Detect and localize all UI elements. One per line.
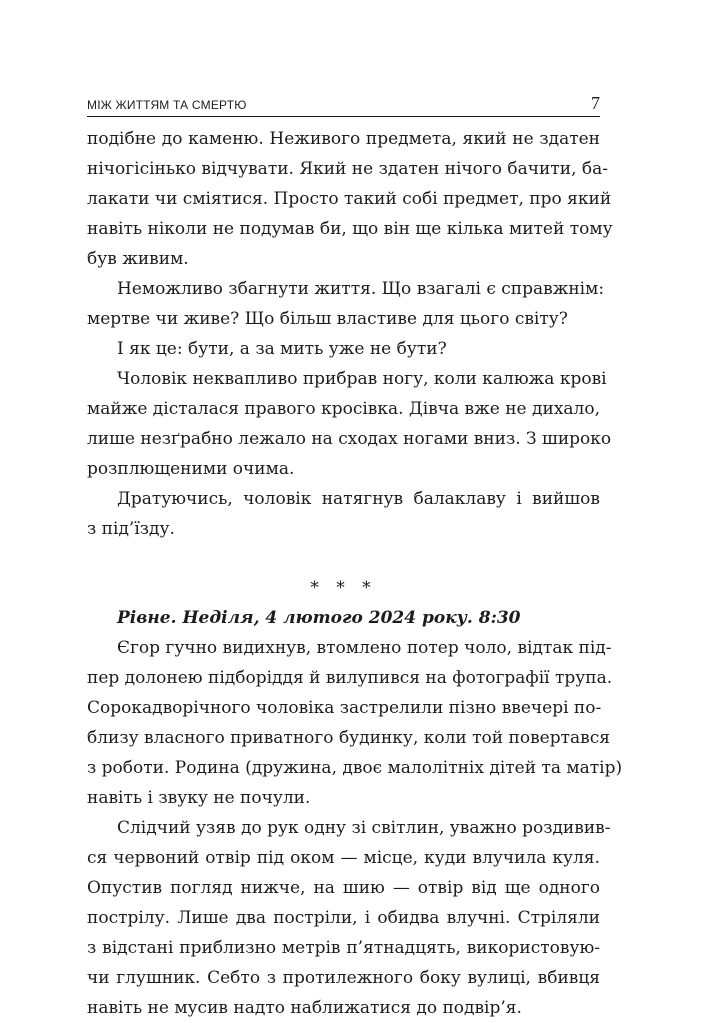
text-line: Чоловік неквапливо прибрав ногу, коли калюжа крові xyxy=(117,369,607,389)
text-line: майже дісталася правого кросівка. Дівча вже не дихало, xyxy=(87,399,600,419)
page-number: 7 xyxy=(591,93,600,113)
text-section-1 xyxy=(87,124,613,544)
text-line: навіть не мусив надто наближатися до подвір’я. xyxy=(87,998,522,1018)
text-line: навіть ніколи не подумав би, що він ще кілька митей тому xyxy=(87,219,613,239)
text-line: з відстані приблизно метрів п’ятнадцять, використовую- xyxy=(87,938,600,958)
body-text xyxy=(87,124,623,1023)
text-section-2 xyxy=(87,633,623,1023)
running-head xyxy=(87,94,600,112)
paragraph xyxy=(87,484,600,544)
section-separator: * * * xyxy=(310,578,377,598)
text-line: лакати чи сміятися. Просто такий собі предмет, про який xyxy=(87,189,612,209)
text-line: пострілу. Лише два постріли, і обидва влучні. Стріляли xyxy=(87,908,600,928)
text-line: Дратуючись, чоловік натягнув балаклаву і вийшов xyxy=(117,489,600,509)
paragraph xyxy=(87,813,611,1023)
paragraph xyxy=(87,633,623,813)
paragraph xyxy=(87,274,605,334)
text-line: з роботи. Родина (дружина, двоє малолітніх дітей та матір) xyxy=(87,758,623,778)
text-line: розплющеними очима. xyxy=(87,459,295,479)
running-title: МІЖ ЖИТТЯМ ТА СМЕРТЮ xyxy=(87,98,247,112)
paragraph xyxy=(87,364,612,484)
text-line: близу власного приватного будинку, коли той повертався xyxy=(87,728,610,748)
scene-heading: Рівне. Неділя, 4 лютого 2024 року. 8:30 xyxy=(117,608,521,628)
text-line: Слідчий узяв до рук одну зі світлин, уважно роздивив- xyxy=(117,818,611,838)
text-line: пер долонею підборіддя й вилупився на фотографії трупа. xyxy=(87,668,613,688)
section-gap xyxy=(87,544,600,573)
text-line: Неможливо збагнути життя. Що взагалі є справжнім: xyxy=(117,279,605,299)
text-line: І як це: бути, а за мить уже не бути? xyxy=(117,339,447,359)
text-line: був живим. xyxy=(87,249,189,269)
text-line: чи глушник. Себто з протилежного боку вулиці, вбивця xyxy=(87,968,600,988)
text-line: з під’їзду. xyxy=(87,519,175,539)
text-line: мертве чи живе? Що більш властиве для цього світу? xyxy=(87,309,568,329)
text-line: подібне до каменю. Неживого предмета, який не здатен xyxy=(87,129,600,149)
text-line: Сорокадворічного чоловіка застрелили пізно ввечері по- xyxy=(87,698,602,718)
text-line: лише незґрабно лежало на сходах ногами вниз. З широко xyxy=(87,429,612,449)
paragraph xyxy=(87,124,613,274)
text-line: Опустив погляд нижче, на шию — отвір від ще одного xyxy=(87,878,600,898)
text-line: нічогісінько відчувати. Який не здатен нічого бачити, ба- xyxy=(87,159,609,179)
paragraph xyxy=(87,334,600,364)
text-line: Єгор гучно видихнув, втомлено потер чоло, відтак під- xyxy=(117,638,612,658)
text-line: ся червоний отвір під оком — місце, куди влучила куля. xyxy=(87,848,600,868)
header-rule xyxy=(87,116,600,117)
text-line: навіть і звуку не почули. xyxy=(87,788,311,808)
